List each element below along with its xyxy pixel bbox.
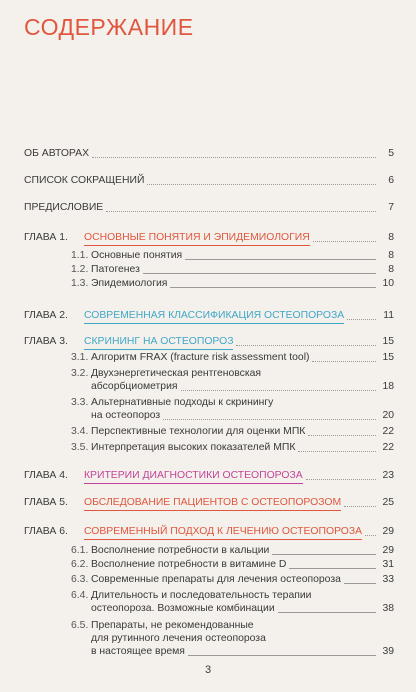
chapter-title-underline [84, 245, 310, 246]
toc-page-number: 23 [382, 470, 394, 481]
section-title: Интерпретация высоких показателей МПК [91, 442, 296, 453]
section-title: Современные препараты для лечения остеопороза [91, 574, 341, 585]
section-number: 6.2. [71, 559, 89, 570]
toc-entry-label: ОБ АВТОРАХ [24, 148, 90, 159]
chapter-title: СОВРЕМЕННАЯ КЛАССИФИКАЦИЯ ОСТЕОПОРОЗА [84, 310, 345, 321]
section-title: Препараты, не рекомендованные [91, 620, 254, 631]
toc-page-number: 8 [388, 232, 394, 243]
toc-page-number: 8 [388, 250, 394, 261]
chapter-label: ГЛАВА 2. [24, 310, 68, 321]
section-number: 1.2. [71, 264, 89, 275]
section-title: Эпидемиология [91, 278, 168, 289]
leader-dots [185, 259, 376, 260]
section-title: Алгоритм FRAX (fracture risk assessment tool) [91, 352, 310, 363]
chapter-label: ГЛАВА 6. [24, 526, 68, 537]
leader-dots [278, 612, 376, 613]
section-number: 6.4. [71, 590, 89, 601]
chapter-title-underline [84, 539, 362, 540]
leader-dots [272, 554, 376, 555]
toc-page-number: 8 [388, 264, 394, 275]
section-number: 6.5. [71, 620, 89, 631]
chapter-title: СКРИНИНГ НА ОСТЕОПОРОЗ [84, 336, 234, 347]
section-number: 3.1. [71, 352, 89, 363]
section-title: Альтернативные подходы к скринингу [91, 397, 274, 408]
leader-dots [181, 390, 376, 391]
section-title: остеопороза. Возможные комбинации [91, 603, 275, 614]
chapter-label: ГЛАВА 4. [24, 470, 68, 481]
section-title: Длительность и последовательность терапии [91, 590, 312, 601]
leader-dots [236, 345, 376, 346]
toc-page-number: 15 [382, 352, 394, 363]
toc-page-number: 25 [382, 497, 394, 508]
chapter-title-underline [84, 323, 344, 324]
chapter-label: ГЛАВА 3. [24, 336, 68, 347]
section-title: Двухэнергетическая рентгеновская [91, 368, 262, 379]
chapter-label: ГЛАВА 1. [24, 232, 68, 243]
leader-dots [163, 419, 376, 420]
toc-page-number: 20 [382, 410, 394, 421]
leader-dots [147, 184, 376, 185]
toc-page-number: 33 [382, 574, 394, 585]
leader-dots [170, 287, 376, 288]
leader-dots [92, 157, 376, 158]
chapter-title-underline [84, 510, 341, 511]
chapter-title: ОСНОВНЫЕ ПОНЯТИЯ И ЭПИДЕМИОЛОГИЯ [84, 232, 310, 243]
chapter-title-underline [84, 483, 303, 484]
toc-page-number: 6 [388, 175, 394, 186]
section-number: 3.3. [71, 397, 89, 408]
section-number: 6.1. [71, 545, 89, 556]
section-title: Основные понятия [91, 250, 183, 261]
section-title: Перспективные технологии для оценки МПК [91, 426, 306, 437]
chapter-label: ГЛАВА 5. [24, 497, 68, 508]
section-title: в настоящее время [91, 646, 185, 657]
chapter-title: СОВРЕМЕННЫЙ ПОДХОД К ЛЕЧЕНИЮ ОСТЕОПОРОЗА [84, 526, 363, 537]
toc-page-number: 15 [382, 336, 394, 347]
leader-dots [188, 655, 376, 656]
section-number: 1.3. [71, 278, 89, 289]
leader-dots [143, 273, 376, 274]
section-number: 1.1. [71, 250, 89, 261]
toc-page-number: 5 [388, 148, 394, 159]
page-title: СОДЕРЖАНИЕ [24, 14, 194, 40]
toc-page-number: 18 [382, 381, 394, 392]
toc-entry-label: ПРЕДИСЛОВИЕ [24, 202, 104, 213]
toc-page-number: 29 [382, 526, 394, 537]
section-number: 3.4. [71, 426, 89, 437]
section-title: абсорбциометрия [91, 381, 178, 392]
toc-entry-label: СПИСОК СОКРАЩЕНИЙ [24, 175, 145, 186]
toc-page-number: 38 [382, 603, 394, 614]
section-number: 6.3. [71, 574, 89, 585]
chapter-title: КРИТЕРИИ ДИАГНОСТИКИ ОСТЕОПОРОЗА [84, 470, 303, 481]
toc-page-number: 31 [382, 559, 394, 570]
toc-page-number: 39 [382, 646, 394, 657]
page-number: 3 [204, 664, 212, 676]
toc-page-number: 10 [382, 278, 394, 289]
chapter-title: ОБСЛЕДОВАНИЕ ПАЦИЕНТОВ С ОСТЕОПОРОЗОМ [84, 497, 342, 508]
toc-page-number: 22 [382, 426, 394, 437]
section-number: 3.5. [71, 442, 89, 453]
section-title: Патогенез [91, 264, 140, 275]
chapter-title-underline [84, 349, 233, 350]
toc-page-number: 22 [382, 442, 394, 453]
toc-page-number: 11 [383, 310, 394, 321]
toc-page-number: 7 [388, 202, 394, 213]
section-title: Восполнение потребности в кальции [91, 545, 270, 556]
section-title: для рутинного лечения остеопороза [91, 633, 266, 644]
section-number: 3.2. [71, 368, 89, 379]
section-title: на остеопороз [91, 410, 161, 421]
leader-dots [289, 568, 376, 569]
leader-dots [106, 211, 376, 212]
section-title: Восполнение потребности в витамине D [91, 559, 287, 570]
toc-page-number: 29 [382, 545, 394, 556]
